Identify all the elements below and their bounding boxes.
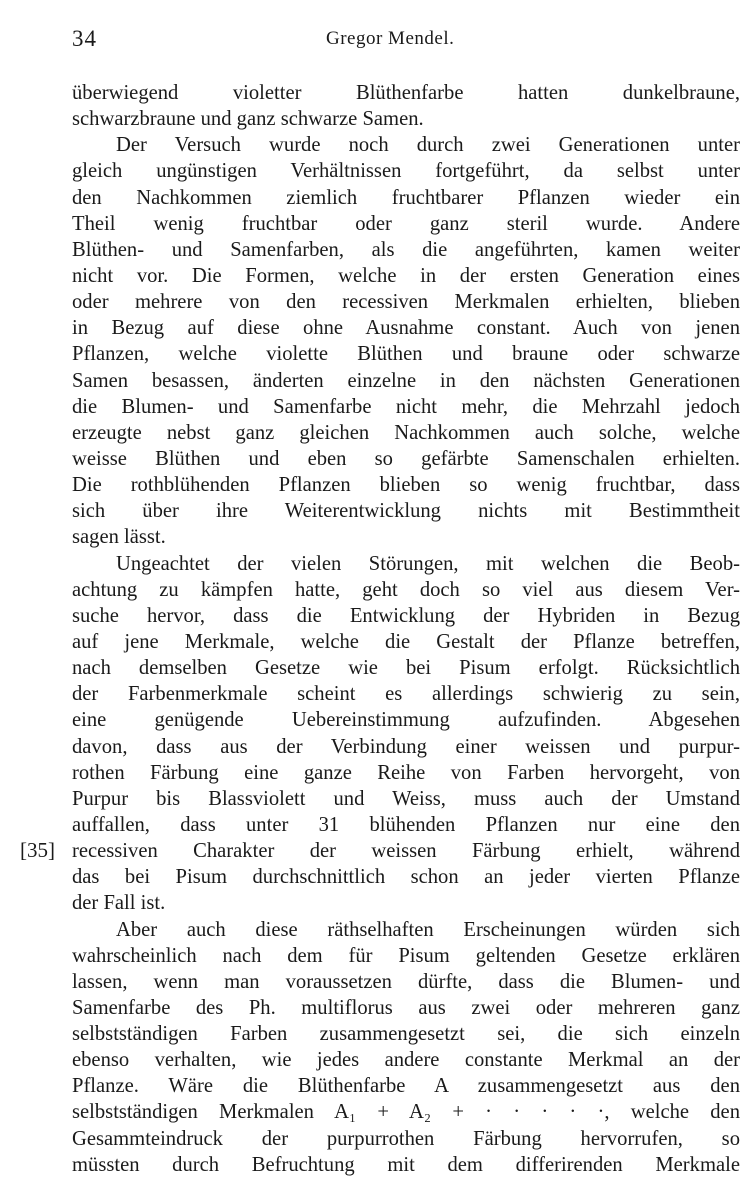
text-line: müssten durch Befruchtung mit dem differirenden Merkmale: [72, 1153, 740, 1176]
text-line: die Blumen- und Samenfarbe nicht mehr, die Mehrzahl jedoch: [72, 395, 740, 418]
text-line: selbstständigen Farben zusammengesetzt sei, die sich einzeln: [72, 1023, 740, 1046]
text-line: Ungeachtet der vielen Störungen, mit welchen die Beob-: [116, 552, 740, 575]
text-line: lassen, wenn man voraussetzen dürfte, dass die Blumen- und: [72, 970, 740, 993]
text-line: Gesammteindruck der purpurrothen Färbung hervorrufen, so: [72, 1127, 740, 1150]
text-line: Samen besassen, änderten einzelne in den nächsten Generationen: [72, 369, 740, 392]
text-line: nicht vor. Die Formen, welche in der ersten Generation eines: [72, 264, 740, 287]
text-line: auffallen, dass unter 31 blühenden Pflanzen nur eine den: [72, 813, 740, 836]
text-line: schwarzbraune und ganz schwarze Samen.: [72, 108, 424, 131]
page-header: [72, 26, 732, 60]
text-line: nach demselben Gesetze wie bei Pisum erfolgt. Rücksichtlich: [72, 657, 740, 680]
text-line: der Fall ist.: [72, 892, 166, 915]
body-text: [72, 80, 740, 1178]
text-line: der Farbenmerkmale scheint es allerdings schwierig zu sein,: [72, 683, 740, 706]
text-line: wahrscheinlich nach dem für Pisum geltenden Gesetze erklären: [72, 944, 740, 967]
text-line: sich über ihre Weiterentwicklung nichts mit Bestimmtheit: [72, 500, 740, 523]
text-line: Theil wenig fruchtbar oder ganz steril wurde. Andere: [72, 212, 740, 235]
text-line: recessiven Charakter der weissen Färbung erhielt, während: [72, 840, 740, 863]
text-line: Pflanzen, welche violette Blüthen und braune oder schwarze: [72, 343, 740, 366]
text-line: Purpur bis Blassviolett und Weiss, muss auch der Umstand: [72, 787, 740, 810]
text-line: Blüthen- und Samenfarben, als die angeführten, kamen weiter: [72, 238, 740, 261]
text-line: den Nachkommen ziemlich fruchtbarer Pflanzen wieder ein: [72, 186, 740, 209]
text-line: sagen lässt.: [72, 526, 166, 549]
text-line: ebenso verhalten, wie jedes andere constante Merkmal an der: [72, 1049, 740, 1072]
text-line: erzeugte nebst ganz gleichen Nachkommen auch solche, welche: [72, 421, 740, 444]
text-line: Die rothblühenden Pflanzen blieben so wenig fruchtbar, dass: [72, 474, 740, 497]
text-line: suche hervor, dass die Entwicklung der Hybriden in Bezug: [72, 604, 740, 627]
text-line: eine genügende Uebereinstimmung aufzufinden. Abgesehen: [72, 709, 740, 732]
text-line: das bei Pisum durchschnittlich schon an jeder vierten Pflanze: [72, 866, 740, 889]
text-line: in Bezug auf diese ohne Ausnahme constant. Auch von jenen: [72, 317, 740, 340]
text-line: auf jene Merkmale, welche die Gestalt der Pflanze betreffen,: [72, 630, 740, 653]
text-line: rothen Färbung eine ganze Reihe von Farben hervorgeht, von: [72, 761, 740, 784]
text-line: Der Versuch wurde noch durch zwei Generationen unter: [116, 134, 740, 157]
running-title: Gregor Mendel.: [326, 28, 455, 49]
text-line: gleich ungünstigen Verhältnissen fortgeführt, da selbst unter: [72, 160, 740, 183]
text-line: davon, dass aus der Verbindung einer weissen und purpur-: [72, 735, 740, 758]
margin-page-reference: [35]: [20, 838, 55, 862]
text-line: Aber auch diese räthselhaften Erscheinungen würden sich: [116, 918, 740, 941]
text-line: oder mehrere von den recessiven Merkmalen erhielten, blieben: [72, 291, 740, 314]
text-line: Samenfarbe des Ph. multiflorus aus zwei oder mehreren ganz: [72, 996, 740, 1019]
text-line: weisse Blüthen und eben so gefärbte Samenschalen erhielten.: [72, 447, 740, 470]
page-number: 34: [72, 26, 97, 51]
text-line: selbstständigen Merkmalen A₁ + A₂ + · · · · ·, welche den: [72, 1101, 740, 1124]
text-line: achtung zu kämpfen hatte, geht doch so viel aus diesem Ver-: [72, 578, 740, 601]
text-line: überwiegend violetter Blüthenfarbe hatten dunkelbraune,: [72, 82, 740, 104]
text-line: Pflanze. Wäre die Blüthenfarbe A zusammengesetzt aus den: [72, 1075, 740, 1098]
